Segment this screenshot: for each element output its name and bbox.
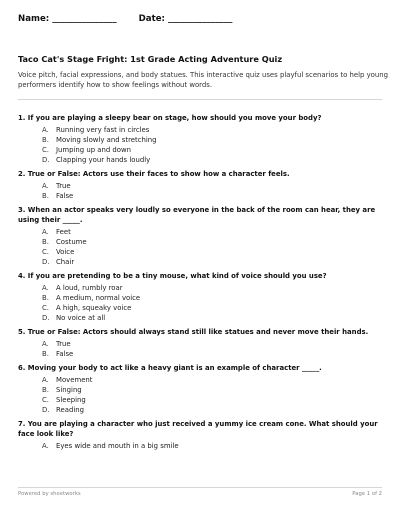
answer-option [18, 293, 384, 303]
answer-option [18, 237, 384, 247]
question-list [18, 113, 384, 455]
option-text: A medium, normal voice [56, 294, 141, 302]
option-text: True [56, 182, 71, 190]
answer-option [18, 441, 384, 451]
footer-divider [18, 487, 382, 488]
answer-option [18, 227, 384, 237]
answer-option [18, 257, 384, 267]
answer-option [18, 155, 384, 165]
option-letter: A. [42, 126, 49, 134]
name-field-label: Name: _______________ [18, 14, 117, 24]
option-letter: A. [42, 228, 49, 236]
answer-option [18, 145, 384, 155]
option-text: A loud, rumbly roar [56, 284, 123, 292]
page-number: Page 1 of 2 [352, 491, 382, 497]
option-letter: A. [42, 376, 49, 384]
answer-option [18, 313, 384, 323]
header [18, 14, 232, 24]
question-block [18, 169, 384, 201]
answer-option [18, 375, 384, 385]
option-letter: A. [42, 340, 49, 348]
answer-option [18, 247, 384, 257]
option-letter: B. [42, 238, 49, 246]
option-letter: B. [42, 386, 49, 394]
question-text: 2. True or False: Actors use their faces to show how a character feels. [18, 170, 290, 178]
question-block [18, 363, 384, 415]
answer-option [18, 125, 384, 135]
option-letter: D. [42, 314, 50, 322]
option-text: Costume [56, 238, 87, 246]
question-block [18, 205, 384, 267]
option-text: False [56, 192, 74, 200]
question-block [18, 419, 384, 451]
option-letter: C. [42, 304, 50, 312]
quiz-description: Voice pitch, facial expressions, and body statues. This interactive quiz uses playful scenarios to help young performers identify how to show feelings without words. [18, 71, 388, 89]
option-text: Voice [56, 248, 75, 256]
answer-option [18, 349, 384, 359]
question-block [18, 113, 384, 165]
answer-option [18, 339, 384, 349]
option-text: A high, squeaky voice [56, 304, 132, 312]
option-letter: B. [42, 350, 49, 358]
option-letter: B. [42, 192, 49, 200]
option-text: Running very fast in circles [56, 126, 150, 134]
answer-option [18, 135, 384, 145]
question-text: 1. If you are playing a sleepy bear on stage, how should you move your body? [18, 114, 322, 122]
answer-option [18, 405, 384, 415]
header-divider [18, 99, 382, 100]
option-text: Chair [56, 258, 75, 266]
option-letter: D. [42, 156, 50, 164]
option-letter: D. [42, 406, 50, 414]
question-text: 5. True or False: Actors should always stand still like statues and never move their hands. [18, 328, 369, 336]
quiz-title: Taco Cat's Stage Fright: 1st Grade Acting Adventure Quiz [18, 54, 283, 64]
answer-option [18, 385, 384, 395]
answer-option [18, 283, 384, 293]
option-text: Reading [56, 406, 84, 414]
answer-option [18, 191, 384, 201]
option-text: Sleeping [56, 396, 86, 404]
option-text: No voice at all [56, 314, 106, 322]
option-letter: D. [42, 258, 50, 266]
option-letter: C. [42, 146, 50, 154]
option-letter: A. [42, 284, 49, 292]
option-letter: B. [42, 294, 49, 302]
answer-option [18, 395, 384, 405]
footer-credit: Powered by sheetworks [18, 491, 81, 497]
option-text: False [56, 350, 74, 358]
answer-option [18, 303, 384, 313]
question-text: 4. If you are pretending to be a tiny mouse, what kind of voice should you use? [18, 272, 327, 280]
option-letter: C. [42, 396, 50, 404]
option-text: True [56, 340, 71, 348]
option-letter: A. [42, 182, 49, 190]
question-block [18, 327, 384, 359]
question-text: 6. Moving your body to act like a heavy giant is an example of character _____. [18, 364, 322, 372]
option-text: Movement [56, 376, 93, 384]
footer [18, 491, 382, 497]
question-block [18, 271, 384, 323]
question-text: 3. When an actor speaks very loudly so everyone in the back of the room can hear, they are using their _____. [18, 206, 376, 224]
option-text: Singing [56, 386, 82, 394]
option-letter: B. [42, 136, 49, 144]
option-letter: A. [42, 442, 49, 450]
option-text: Moving slowly and stretching [56, 136, 157, 144]
date-field-label: Date: _______________ [138, 14, 233, 24]
option-text: Jumping up and down [56, 146, 132, 154]
option-text: Clapping your hands loudly [56, 156, 151, 164]
question-text: 7. You are playing a character who just received a yummy ice cream cone. What should your face look like? [18, 420, 378, 438]
option-letter: C. [42, 248, 50, 256]
answer-option [18, 181, 384, 191]
option-text: Eyes wide and mouth in a big smile [56, 442, 179, 450]
option-text: Feet [56, 228, 71, 236]
